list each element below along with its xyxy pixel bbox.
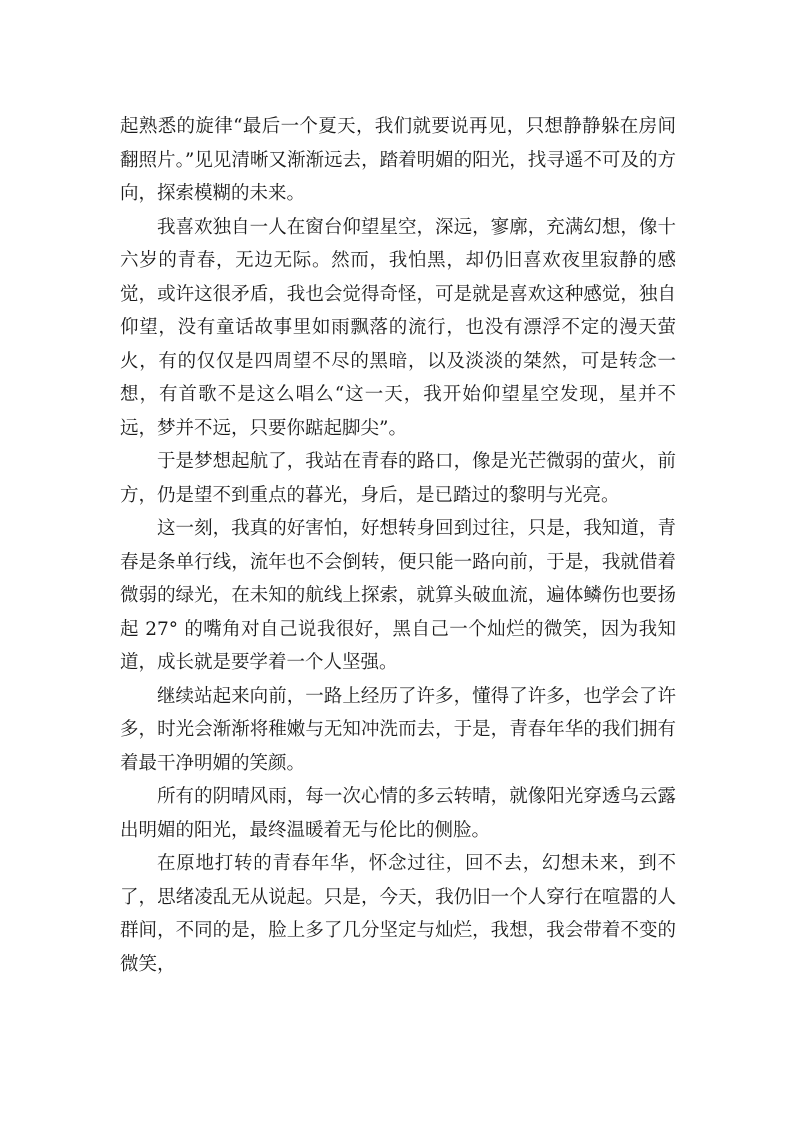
- paragraph-3: 于是梦想起航了，我站在青春的路口，像是光芒微弱的萤火，前方，仍是望不到重点的暮光，身后，是已踏过的黎明与光亮。: [120, 451, 676, 506]
- paragraph-2: 我喜欢独自一人在窗台仰望星空，深远，寥廓，充满幻想，像十六岁的青春，无边无际。然而，我怕黑，却仍旧喜欢夜里寂静的感觉，或许这很矛盾，我也会觉得奇怪，可是就是喜欢这种感觉，独自仰望，没有童话故事里如雨飘落的流行，也没有漂浮不定的漫天萤火，有的仅仅是四周望不尽的黑暗，以及淡淡的桀然，可是转念一想，有首歌不是这么唱么“这一天，我开始仰望星空发现，星并不远，梦并不远，只要你踮起脚尖”。: [120, 216, 676, 439]
- paragraph-5: 继续站起来向前，一路上经历了许多，懂得了许多，也学会了许多，时光会渐渐将稚嫩与无知冲洗而去，于是，青春年华的我们拥有着最干净明媚的笑颜。: [120, 685, 676, 774]
- paragraph-6: 所有的阴晴风雨，每一次心情的多云转晴，就像阳光穿透乌云露出明媚的阳光，最终温暖着无与伦比的侧脸。: [120, 786, 676, 841]
- paragraph-4: 这一刻，我真的好害怕，好想转身回到过往，只是，我知道，青春是条单行线，流年也不会倒转，便只能一路向前，于是，我就借着微弱的绿光，在未知的航线上探索，就算头破血流，遍体鳞伤也要扬起 27° 的嘴角对自己说我很好，黑自己一个灿烂的微笑，因为我知道，成长就是要学着一个人坚强。: [120, 518, 676, 673]
- document-page: [120, 110, 676, 981]
- paragraph-1: 起熟悉的旋律“最后一个夏天，我们就要说再见，只想静静躲在房间翻照片。”见见清晰又渐渐远去，踏着明媚的阳光，找寻遥不可及的方向，探索模糊的未来。: [120, 116, 676, 204]
- paragraph-7: 在原地打转的青春年华，怀念过往，回不去，幻想未来，到不了，思绪凌乱无从说起。只是，今天，我仍旧一个人穿行在喧嚣的人群间，不同的是，脸上多了几分坚定与灿烂，我想，我会带着不变的微笑，: [120, 853, 676, 975]
